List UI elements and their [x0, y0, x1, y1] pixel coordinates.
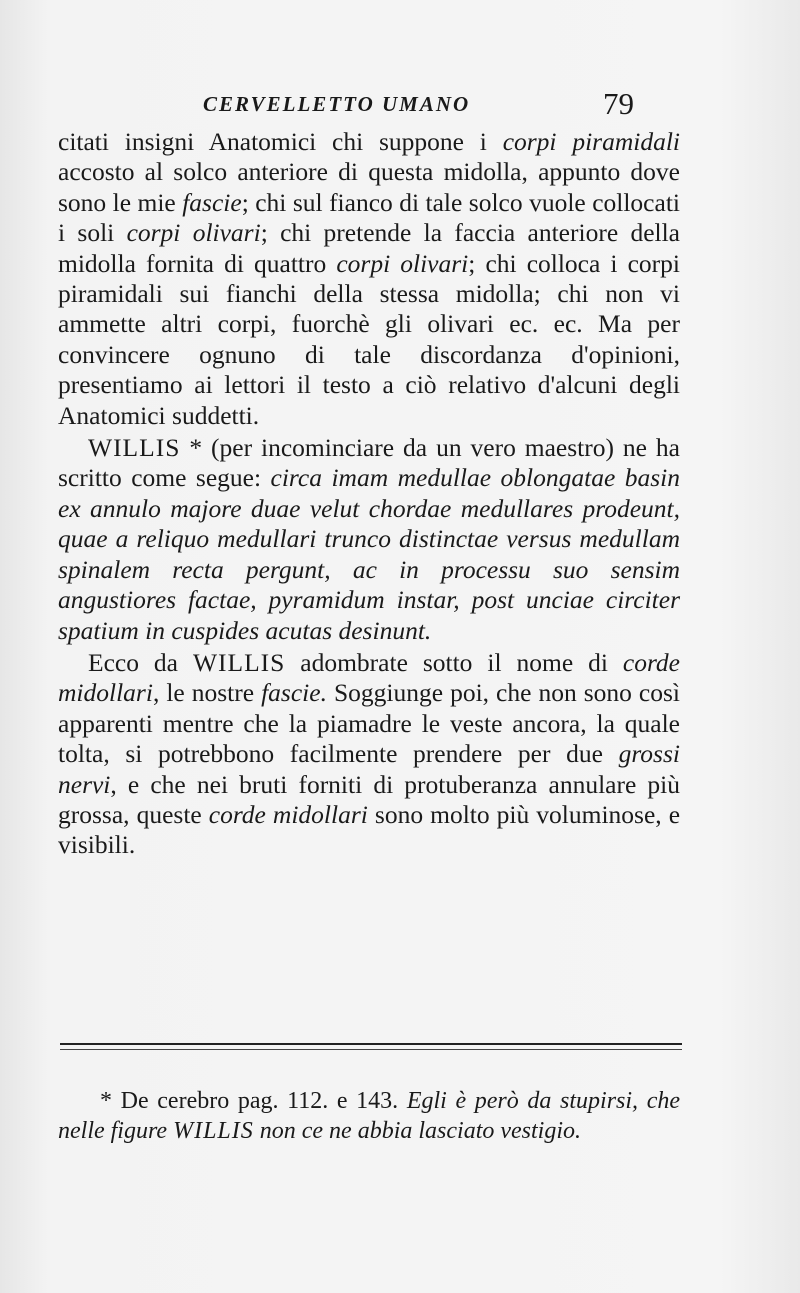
- text-span: , le nostre: [152, 678, 262, 708]
- text-span: accosto al solco anteriore di questa midolla, appunto dove sono le mie: [58, 157, 680, 217]
- main-text: [58, 127, 680, 861]
- text-span: adombrate sotto il nome di: [285, 647, 623, 677]
- footnote: [58, 1086, 680, 1146]
- italic-term: corpi olivari: [126, 218, 261, 248]
- text-span: Soggiunge poi, che non sono così apparenti mentre che la piamadre le veste ancora, la quale tolta, si potrebbono facilmente prendere per due: [58, 678, 680, 769]
- latin-quotation: circa imam medullae oblongatae basin ex annulo majore duae velut chordae medullares prodeunt, quae a reliquo medullari trunco distinctae versus medullam spinalem recta pergunt, ac in processu suo sensim angustiores factae, pyramidum instar, post unciae circiter spatium in cuspides acutas desinunt.: [58, 463, 680, 645]
- text-span: ; chi sul fianco di tale solco vuole collocati i soli: [58, 187, 680, 248]
- running-head: [0, 88, 800, 128]
- italic-term: corde midollari: [208, 799, 368, 829]
- text-span: , e che nei bruti forniti di protuberanza annulare più grossa, queste: [58, 769, 680, 829]
- paragraph-2: [58, 433, 680, 646]
- running-title: CERVELLETTO UMANO: [203, 92, 471, 116]
- italic-text: Egli è però da stupirsi, che nelle figure: [58, 1088, 680, 1144]
- italic-term: corpi piramidali: [502, 127, 680, 156]
- paragraph-3: [58, 648, 680, 861]
- separator-rule: [60, 1043, 682, 1045]
- italic-term: grossi nervi: [58, 739, 680, 799]
- italic-term: fascie.: [261, 678, 327, 708]
- italic-text: non ce ne abbia lasciato vestigio.: [253, 1118, 582, 1144]
- author-name: WILLIS: [173, 1118, 254, 1144]
- page-number: 79: [603, 86, 634, 121]
- text-span: * (per incominciare da un vero maestro) ne ha scritto come segue:: [58, 433, 680, 493]
- text-span: ; chi pretende la faccia anteriore della midolla fornita di quattro: [58, 218, 681, 278]
- author-name: WILLIS: [192, 647, 286, 677]
- text-span: Ecco da: [88, 647, 193, 677]
- paragraph-1: [58, 127, 680, 431]
- author-name: WILLIS: [88, 433, 181, 463]
- text-span: * De cerebro pag. 112. e 143.: [100, 1088, 407, 1114]
- footnote-text: [58, 1086, 680, 1146]
- footnote-separator: [60, 1043, 682, 1057]
- italic-term: corpi olivari: [336, 248, 469, 278]
- text-span: sono molto più voluminose, e visibili.: [58, 799, 681, 860]
- text-span: ; chi colloca i corpi piramidali sui fianchi della stessa midolla; chi non vi ammette altri corpi, fuorchè gli olivari ec. ec. Ma per convincere ognuno di tale discordanza d'opinioni, presentiamo ai lettori il testo a ciò relativo d'alcuni degli Anatomici suddetti.: [58, 248, 680, 430]
- italic-term: fascie: [182, 187, 242, 217]
- separator-rule: [60, 1049, 682, 1050]
- text-span: citati insigni Anatomici chi suppone i: [58, 127, 503, 156]
- italic-term: corde midollari: [58, 647, 681, 708]
